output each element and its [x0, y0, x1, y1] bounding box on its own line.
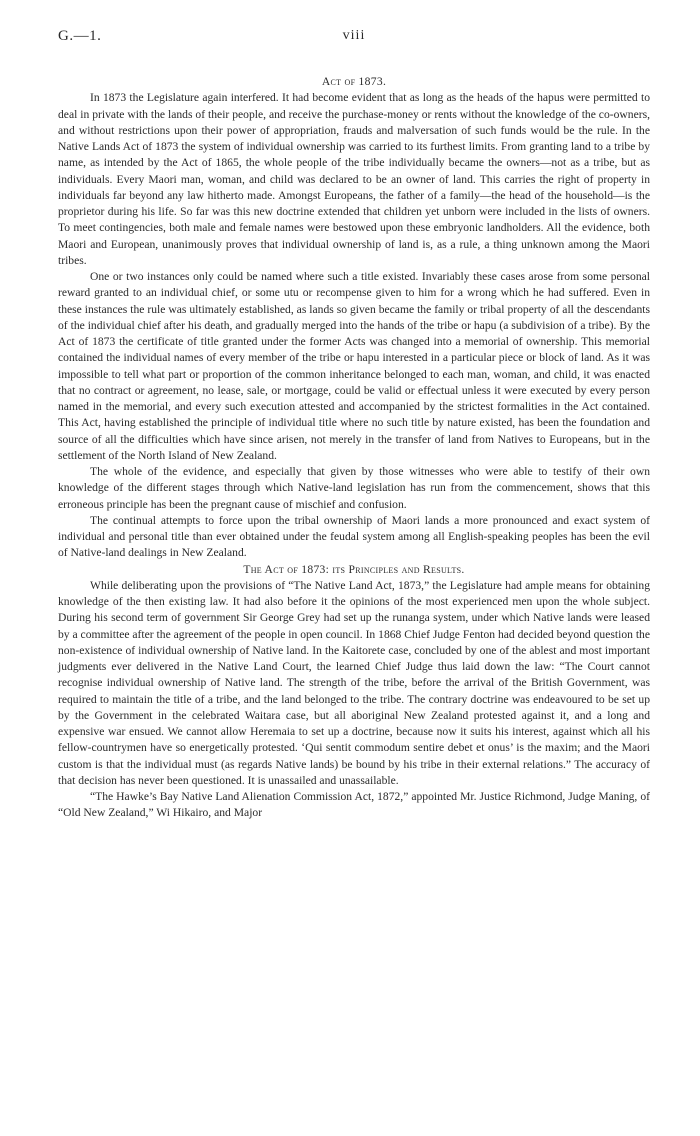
paragraph: “The Hawke’s Bay Native Land Alienation Commission Act, 1872,” appointed Mr. Justice Richmond, Judge Maning, of “Old New Zealand,” Wi Hikairo, and Major [58, 790, 650, 820]
section-heading: The Act of 1873: its Principles and Results. [243, 562, 465, 576]
section-heading: Act of 1873. [321, 75, 387, 88]
page-header [58, 28, 650, 54]
paragraph: The continual attempts to force upon the tribal ownership of Maori lands a more pronounced and exact system of individual and personal title than ever obtained under the feudal system among all English-speaking peoples has been the evil of Native-land dealings in New Zealand. [58, 513, 650, 560]
paragraph: The whole of the evidence, and especially that given by those witnesses who were able to testify of their own knowledge of the different stages through which Native-land legislation has run from the commencement, shows that this erroneous principle has been the pregnant cause of mischief and confusion. [58, 465, 650, 511]
section-principles-and-results [58, 562, 650, 822]
section-act-of-1873 [58, 74, 650, 562]
document-reference: G.—1. [58, 28, 102, 44]
paragraph: While deliberating upon the provisions of “The Native Land Act, 1873,” the Legislature had ample means for obtaining knowledge of the then existing law. It had also before it the opinions of the most experienced men upon the whole subject. During his second term of government Sir George Grey had set up the runanga system, under which Native lands were leased by a committee after the agreement of the people in open council. In 1868 Chief Judge Fenton had decided beyond question the non-existence of individual ownership of Native land. In the Kaitorete case, concluded by one of the ablest and most important judgments ever delivered in the Native Land Court, the learned Chief Judge thus laid down the law: “The Court cannot recognise individual ownership of Native land. The strength of the tribe, before the arrival of the British Government, was required to maintain the title of a tribe, and the land belonged to the tribe. The contrary doctrine was endeavoured to be set up by the Government in the celebrated Waitara case, but all aboriginal New Zealand protested against it, and a long and expensive war ensued. We cannot allow Heremaia to set up a doctrine, because now it suits his interest, against which all his fellow-countrymen have so energetically protested. ‘Qui sentit commodum sentire debet et onus’ is the maxim; and the Maori custom is that the individual must (as regards Native lands) be bound by his tribe in their external relations.” The accuracy of that decision has never been questioned. It is unassailed and unassailable. [58, 578, 650, 787]
paragraph: In 1873 the Legislature again interfered. It had become evident that as long as the heads of the hapus were permitted to deal in private with the lands of their people, and receive the purchase-money or rents without the knowledge of the co-owners, and without restrictions upon their power of appropriation, frauds and malversation of such funds would be the rule. In the Native Lands Act of 1873 the system of individual ownership was carried to its furthest limits. From granting land to a tribe by name, as intended by the Act of 1865, the whole people of the tribe individually became the owners—not as a tribe, but as individuals. Every Maori man, woman, and child was declared to be an owner of land. This carries the right of property in individuals far beyond any law hitherto made. Amongst Europeans, the father of a family—the head of the household—is the proprietor during his life. So far was this new doctrine extended that children yet unborn were included in the lists of owners. To meet contingencies, both male and female names were bestowed upon these embryonic landholders. All the evidence, both Maori and European, unanimously proves that individual ownership of land is, as a rule, a thing unknown among the Maori tribes. [58, 91, 650, 267]
paragraph: One or two instances only could be named where such a title existed. Invariably these cases arose from some personal reward granted to an individual chief, or some utu or recompense given to him for a wrong which he had suffered. Even in these instances the rule was ultimately established, as lands so given became the family or tribal property of all the descendants of the individual chief after his death, and gradually merged into the hands of the tribe or hapu (a subdivision of a tribe). By the Act of 1873 the certificate of title granted under the former Acts was changed into a memorial of ownership. This memorial contained the individual names of every member of the tribe or hapu interested in a particular piece or block of land. As it was impossible to tell what part or proportion of the common inheritance belonged to each man, woman, and child, it was enacted that no contract or agreement, no lease, sale, or mortgage, could be valid or effectual unless it were executed by every person named in the memorial, and every such execution attested and accompanied by the strictest formalities in the Act contained. This Act, having established the principle of individual title where no such title by nature existed, has been the foundation and source of all the difficulties which have since arisen, not merely in the transfer of land from Natives to Europeans, but in the settlement of the North Island of New Zealand. [58, 270, 650, 462]
page-number: viii [342, 28, 366, 43]
